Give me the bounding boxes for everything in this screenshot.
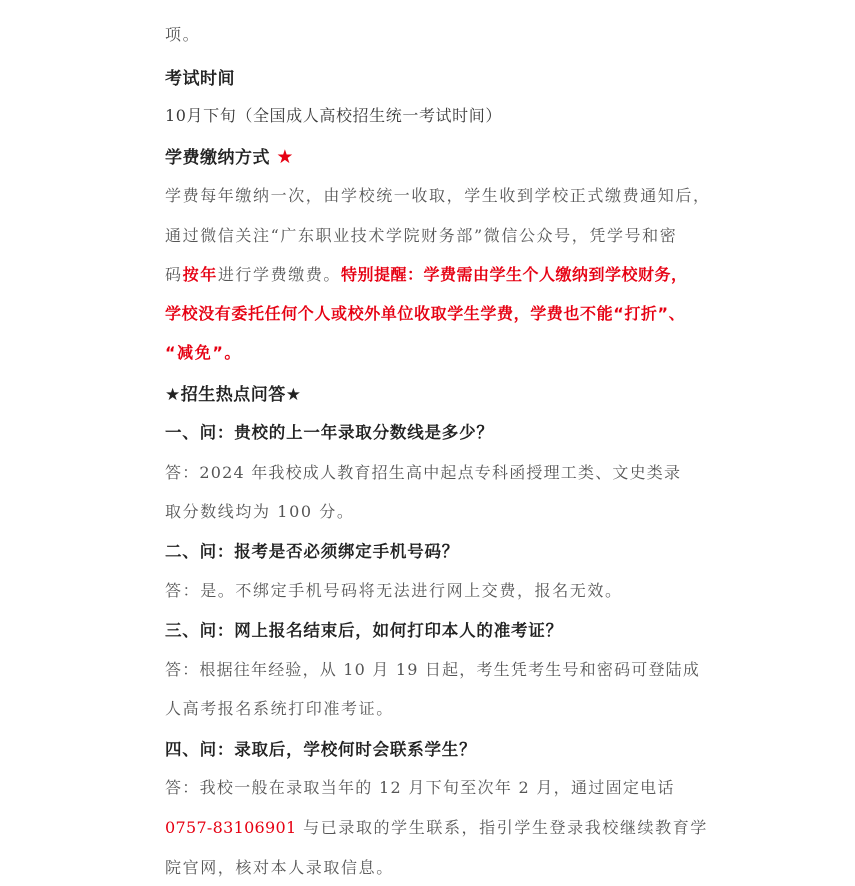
- tuition-heading-label: 学费缴纳方式: [165, 148, 270, 168]
- tuition-line-3-c: 进行学费缴费。: [217, 265, 342, 284]
- star-icon: ★: [276, 146, 294, 168]
- exam-time-heading: 考试时间: [165, 69, 235, 89]
- answer-4-line-3: 院官网，核对本人录取信息。: [165, 858, 394, 877]
- exam-time-text: 10月下旬（全国成人高校招生统一考试时间）: [165, 106, 502, 125]
- tuition-line-3: [165, 262, 688, 285]
- answer-1-line-2: 取分数线均为 100 分。: [165, 502, 355, 521]
- tuition-line-3-a: 码: [165, 265, 183, 284]
- answer-1-line-1: 答：2024 年我校成人教育招生高中起点专科函授理工类、文史类录: [165, 463, 682, 482]
- answer-4-line-2: [165, 815, 708, 838]
- contact-phone: 0757-83106901: [165, 818, 297, 837]
- tuition-warning-line-5: “减免”。: [165, 343, 243, 362]
- special-reminder: 特别提醒：学费需由学生个人缴纳到学校财务，: [341, 265, 688, 284]
- question-1: 一、问：贵校的上一年录取分数线是多少？: [165, 423, 494, 442]
- tuition-line-1: 学费每年缴纳一次，由学校统一收取，学生收到学校正式缴费通知后，: [165, 186, 711, 205]
- question-2: 二、问：报考是否必须绑定手机号码？: [165, 542, 460, 561]
- question-3: 三、问：网上报名结束后，如何打印本人的准考证？: [165, 621, 563, 640]
- faq-heading: ★招生热点问答★: [165, 385, 302, 405]
- answer-3-line-2: 人高考报名系统打印准考证。: [165, 699, 394, 718]
- tuition-line-2: 通过微信关注“广东职业技术学院财务部”微信公众号，凭学号和密: [165, 226, 678, 245]
- answer-3-line-1: 答：根据往年经验，从 10 月 19 日起，考生凭考生号和密码可登陆成: [165, 660, 701, 679]
- tuition-warning-line-4: 学校没有委托任何个人或校外单位收取学生学费，学费也不能“打折”、: [165, 304, 686, 323]
- answer-4-line-2-text: 与已录取的学生联系，指引学生登录我校继续教育学: [296, 818, 708, 837]
- pay-yearly-highlight: 按年: [182, 265, 218, 284]
- answer-4-line-1: 答：我校一般在录取当年的 12 月下旬至次年 2 月，通过固定电话: [165, 778, 675, 797]
- top-fragment: 项。: [165, 25, 201, 44]
- question-4: 四、问：录取后，学校何时会联系学生？: [165, 740, 477, 759]
- tuition-heading: [165, 143, 294, 168]
- answer-2: 答：是。不绑定手机号码将无法进行网上交费，报名无效。: [165, 581, 623, 600]
